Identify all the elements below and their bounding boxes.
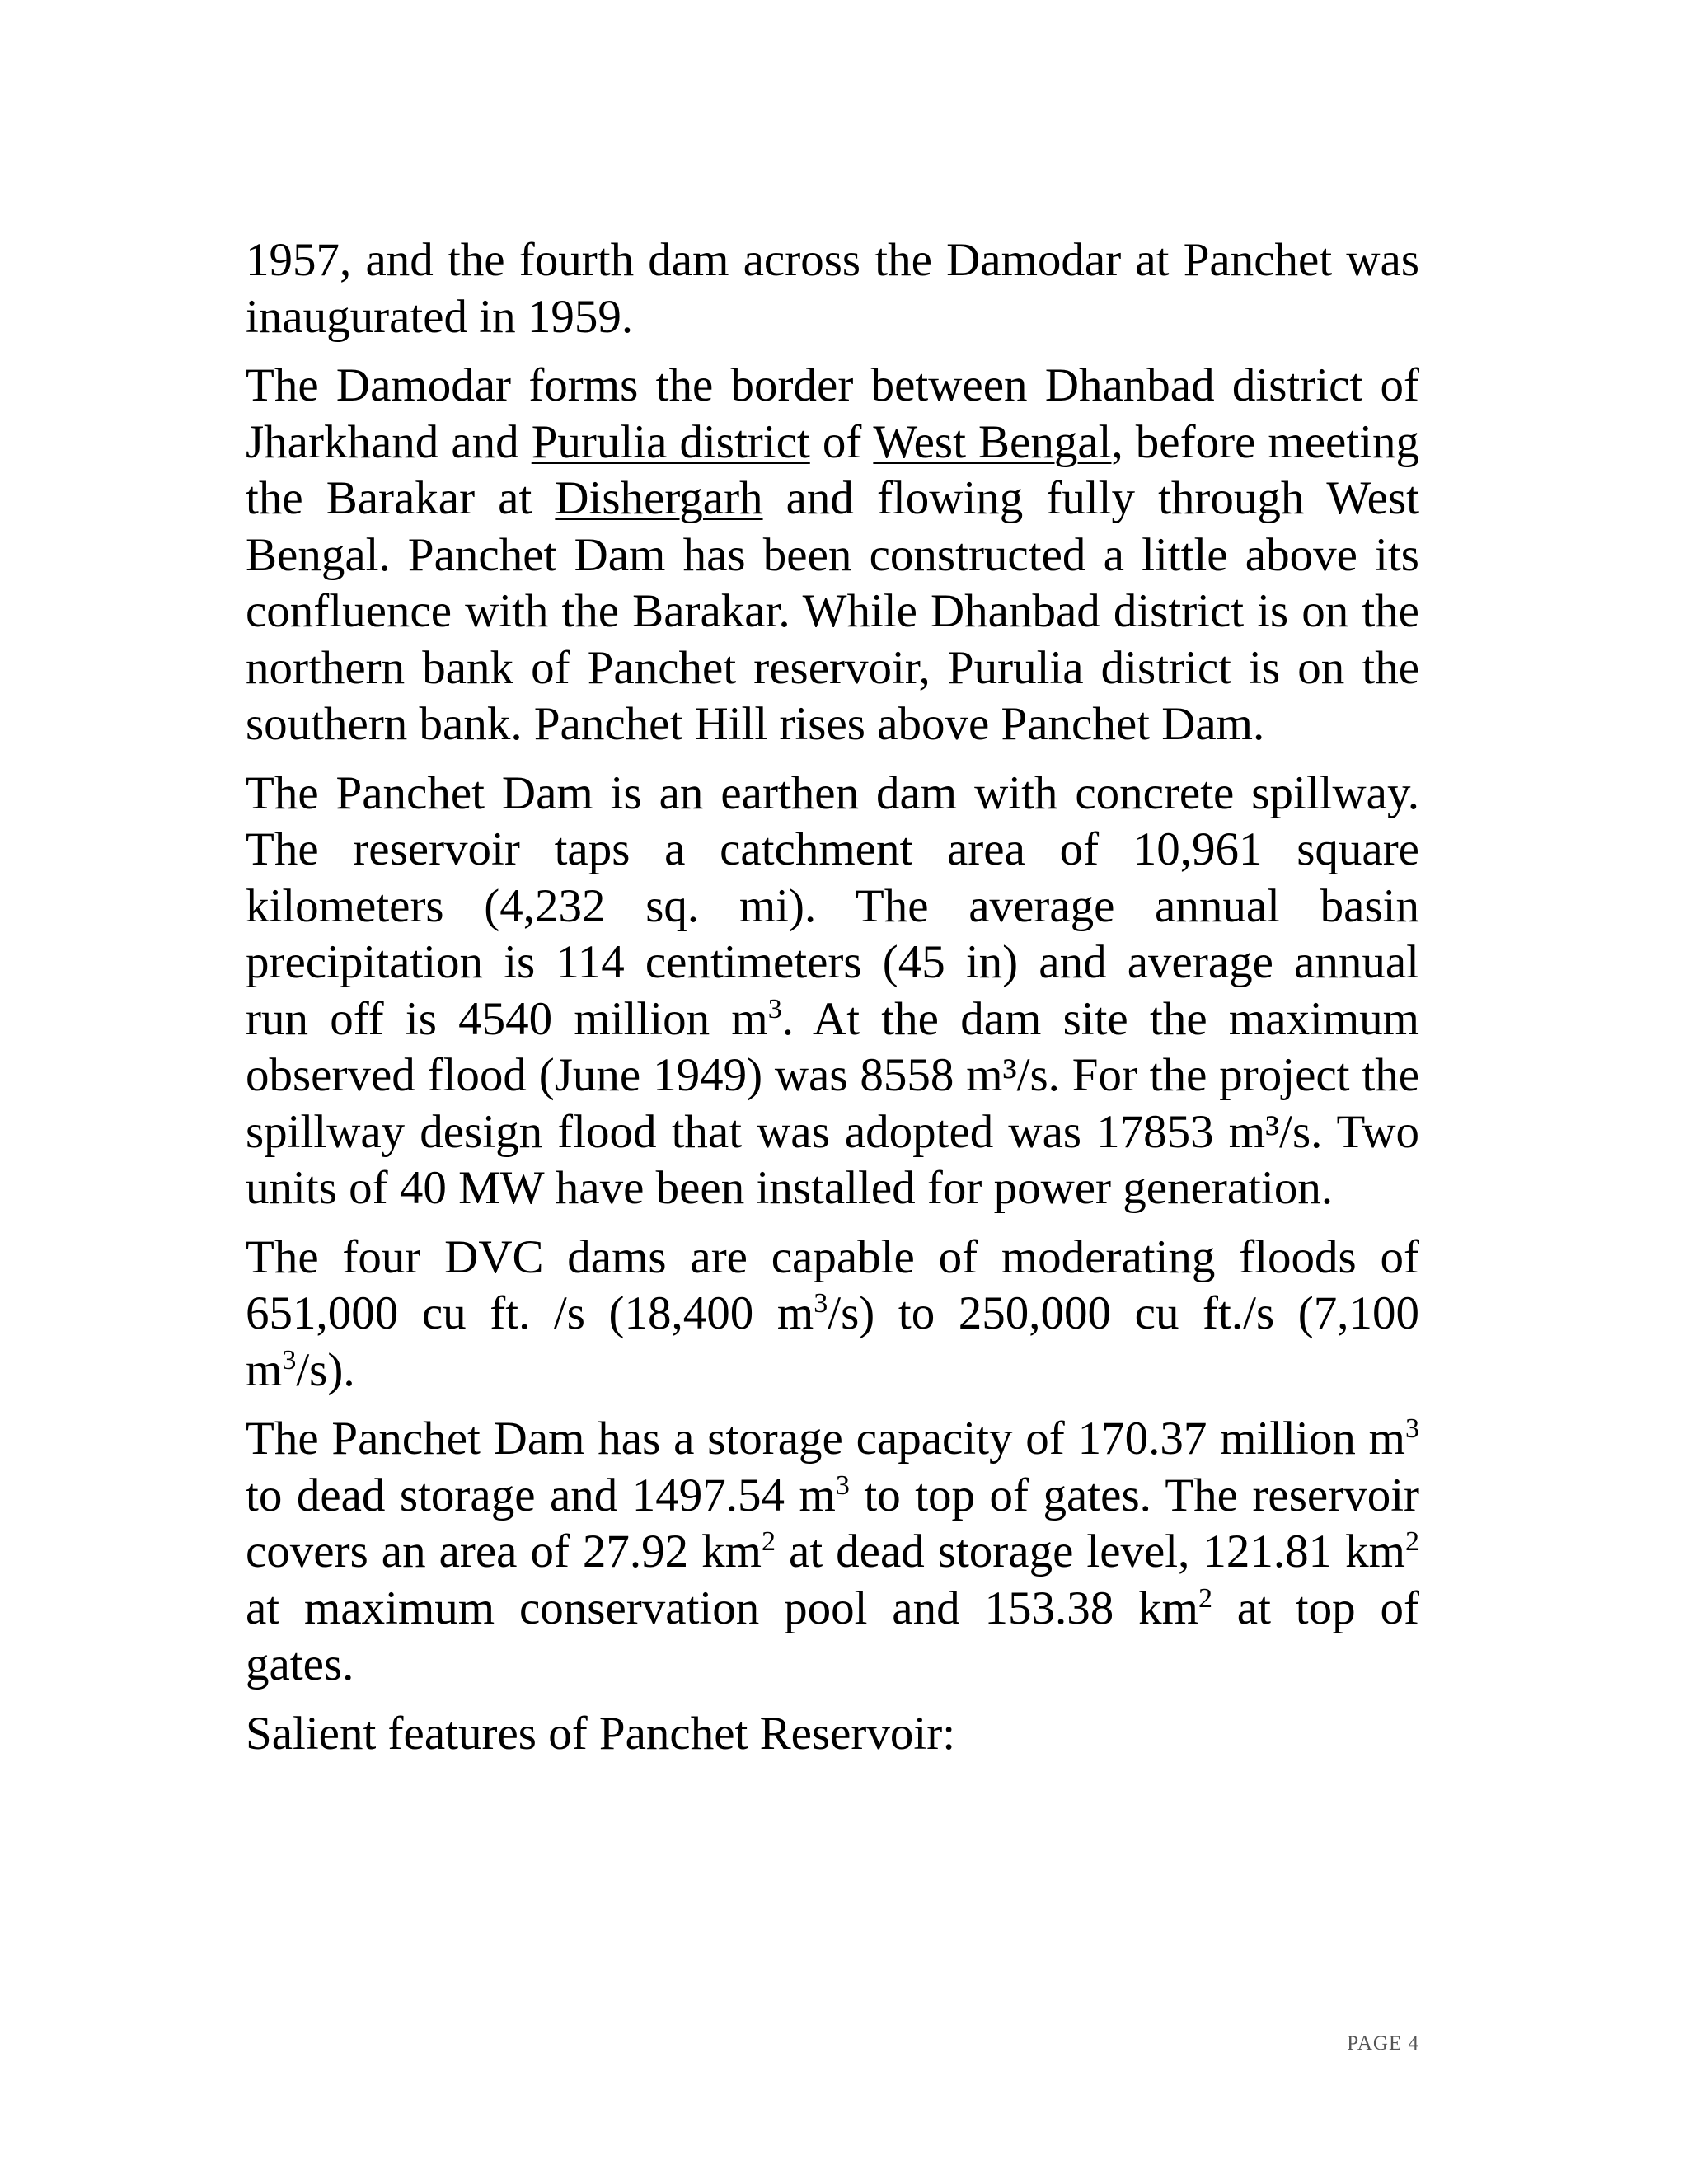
paragraph-text: . At the dam site the maximum observed flood (June 1949) was 8558 m³/s. For the project the spillway design flood that was adopted was 17853 m³/s. Two units of 40 MW have been installed for power generation. [246, 992, 1420, 1214]
paragraph-text: at dead storage level, 121.81 km [776, 1526, 1405, 1577]
paragraph-panchet-inauguration [246, 232, 1419, 345]
superscript: 3 [1405, 1413, 1419, 1444]
paragraph-dam-description [246, 766, 1419, 1217]
paragraph-text: to top of gates. The reservoir covers an area of 27.92 km [246, 1469, 1420, 1577]
paragraph-text: /s) to 250,000 cu ft./s (7,100 m [246, 1287, 1419, 1396]
paragraph-text: The four DVC dams are capable of moderating floods of 651,000 cu ft. /s (18,400 m [246, 1230, 1419, 1339]
paragraph-text: at maximum conservation pool and 153.38 km [246, 1582, 1198, 1634]
paragraph-salient-features-heading [246, 1706, 1419, 1763]
superscript: 3 [767, 993, 782, 1024]
paragraph-text: , before meeting the Barakar at [246, 415, 1420, 524]
superscript: 3 [814, 1288, 828, 1319]
link-purulia-district[interactable]: Purulia district [531, 415, 810, 468]
page-number: PAGE 4 [1347, 2032, 1419, 2055]
superscript: 2 [1405, 1526, 1419, 1557]
superscript: 3 [835, 1469, 850, 1501]
paragraph-flood-moderation [246, 1230, 1419, 1399]
paragraph-damodar-border [246, 358, 1419, 753]
superscript: 2 [1198, 1582, 1212, 1614]
link-dishergarh[interactable]: Dishergarh [555, 472, 763, 524]
superscript: 3 [282, 1344, 297, 1376]
paragraph-text: at top of gates. [246, 1582, 1419, 1690]
superscript: 2 [762, 1526, 776, 1557]
paragraph-text: and flowing fully through West Bengal. Panchet Dam has been constructed a little above its confluence with the Barakar. While Dhanbad district is on the northern bank of Panchet reservoir, Purulia district is on the southern bank. Panchet Hill rises above Panchet Dam. [246, 472, 1419, 750]
paragraph-text: The Panchet Dam has a storage capacity of 170.37 million m [246, 1413, 1405, 1465]
link-west-bengal[interactable]: West Bengal [873, 415, 1112, 468]
paragraph-text: The Damodar forms the border between Dhanbad district of Jharkhand and [246, 359, 1419, 468]
paragraph-storage-capacity [246, 1411, 1419, 1694]
paragraph-text: Salient features of Panchet Reservoir: [246, 1707, 956, 1760]
paragraph-text: to dead storage and 1497.54 m [246, 1469, 836, 1521]
paragraph-text: 1957, and the fourth dam across the Damodar at Panchet was inaugurated in 1959. [246, 234, 1419, 343]
paragraph-text: /s). [296, 1343, 355, 1396]
paragraph-text: of [809, 415, 874, 468]
page-body [246, 232, 1419, 1774]
paragraph-text: The Panchet Dam is an earthen dam with concrete spillway. The reservoir taps a catchment area of 10,961 square kilometers (4,232 sq. mi). The average annual basin precipitation is 114 centimeters (45 in) and average annual run off is 4540 million m [246, 766, 1419, 1045]
